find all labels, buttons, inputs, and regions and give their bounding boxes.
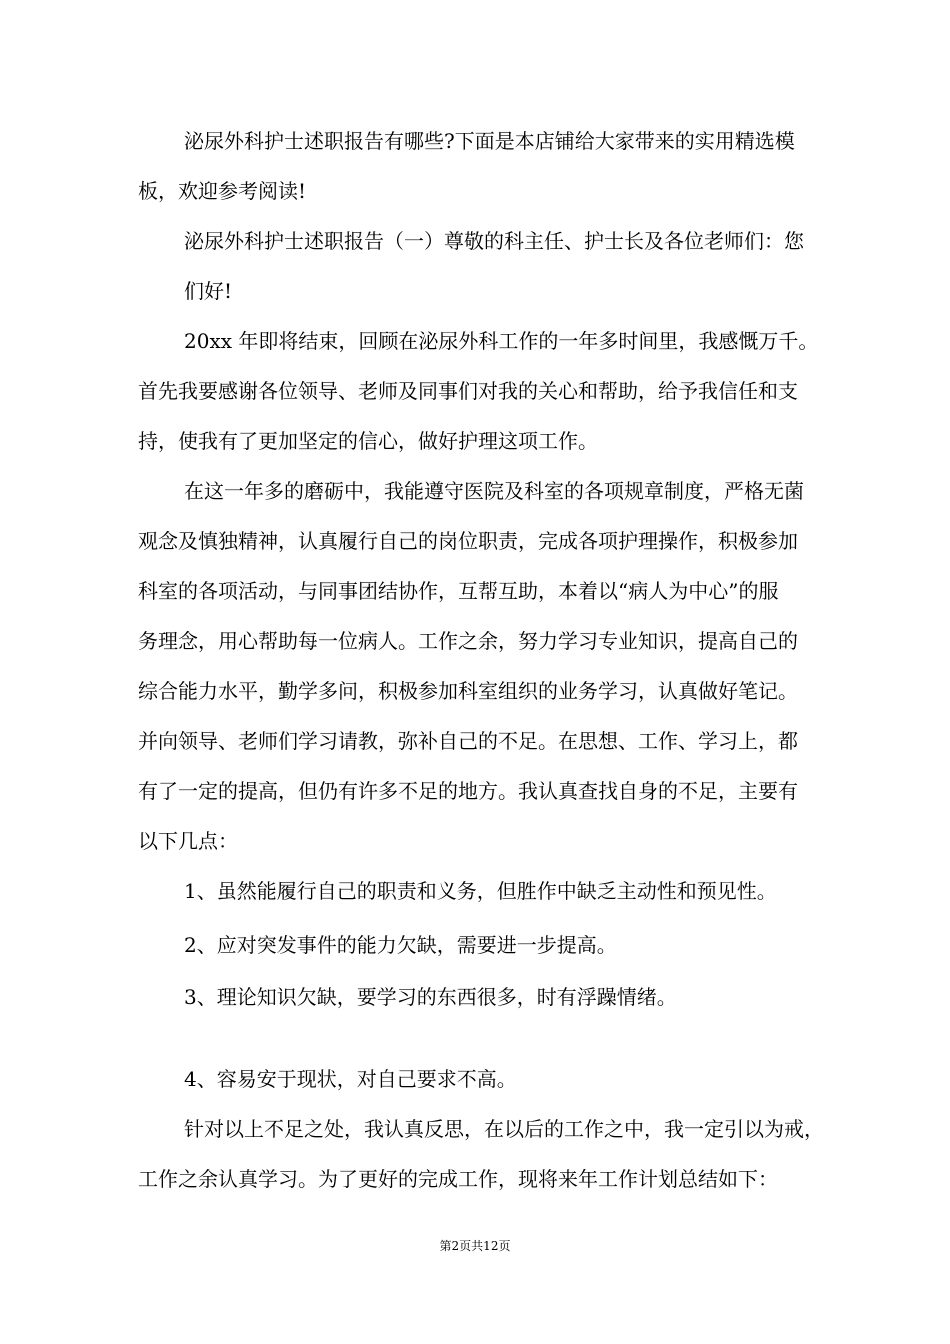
paragraph-line: 科室的各项活动，与同事团结协作，互帮互助，本着以“病人为中心”的服	[138, 579, 779, 603]
paragraph-line: 综合能力水平，勤学多问，积极参加科室组织的业务学习，认真做好笔记。	[138, 679, 798, 703]
list-item: 1、虽然能履行自己的职责和义务，但胜作中缺乏主动性和预见性。	[184, 879, 777, 903]
paragraph-line: 针对以上不足之处，我认真反思，在以后的工作之中，我一定引以为戒，	[184, 1117, 824, 1141]
paragraph-line: 有了一定的提高，但仍有许多不足的地方。我认真查找自身的不足，主要有	[138, 779, 798, 803]
paragraph-line: 以下几点：	[138, 829, 238, 853]
paragraph-line: 20xx 年即将结束，回顾在泌尿外科工作的一年多时间里，我感慨万千。	[184, 329, 819, 353]
paragraph-line: 并向领导、老师们学习请教，弥补自己的不足。在思想、工作、学习上，都	[138, 729, 798, 753]
list-item: 4、容易安于现状，对自己要求不高。	[184, 1067, 517, 1091]
list-item: 2、应对突发事件的能力欠缺，需要进一步提高。	[184, 933, 617, 957]
paragraph-line: 泌尿外科护士述职报告（一）尊敬的科主任、护士长及各位老师们：您	[184, 229, 804, 253]
paragraph-line: 们好!	[184, 279, 233, 303]
paragraph-line: 泌尿外科护士述职报告有哪些?下面是本店铺给大家带来的实用精选模	[184, 129, 795, 153]
paragraph-line: 务理念，用心帮助每一位病人。工作之余，努力学习专业知识，提高自己的	[138, 629, 798, 653]
paragraph-line: 首先我要感谢各位领导、老师及同事们对我的关心和帮助，给予我信任和支	[138, 379, 798, 403]
page-footer: 第2页共12页	[439, 1239, 511, 1253]
paragraph-line: 在这一年多的磨砺中，我能遵守医院及科室的各项规章制度，严格无菌	[184, 479, 804, 503]
list-item: 3、理论知识欠缺，要学习的东西很多，时有浮躁情绪。	[184, 985, 677, 1009]
paragraph-line: 持，使我有了更加坚定的信心，做好护理这项工作。	[138, 429, 598, 453]
paragraph-line: 工作之余认真学习。为了更好的完成工作，现将来年工作计划总结如下：	[138, 1167, 778, 1191]
paragraph-line: 板，欢迎参考阅读!	[138, 179, 307, 203]
paragraph-line: 观念及慎独精神，认真履行自己的岗位职责，完成各项护理操作，积极参加	[138, 529, 798, 553]
